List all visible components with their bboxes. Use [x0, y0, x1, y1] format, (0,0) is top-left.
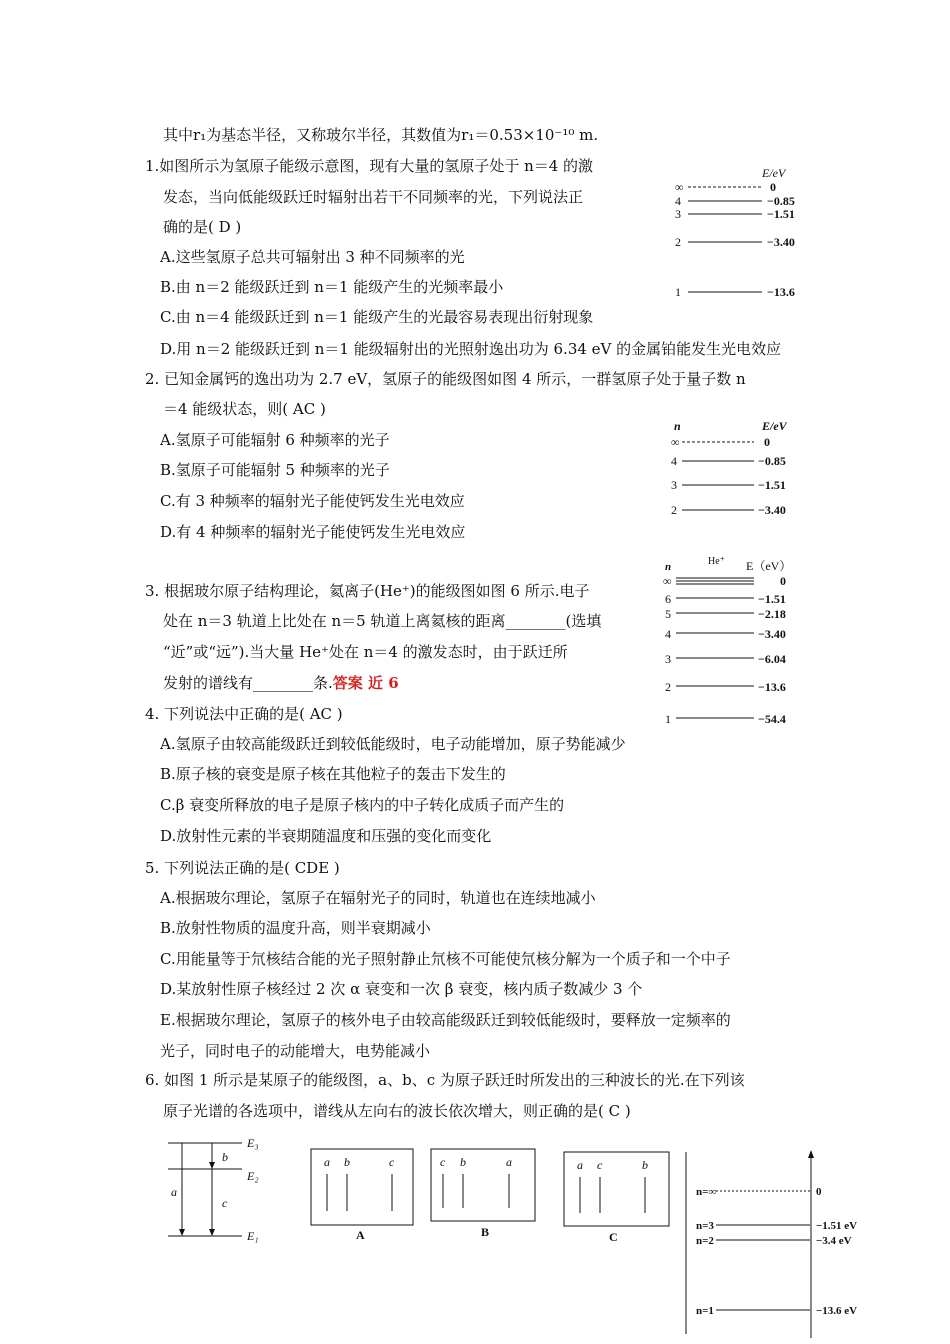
q1-stem-line2: 发态，当向低能级跃迁时辐射出若干不同频率的光，下列说法正	[163, 188, 584, 206]
q1-option-c: C.由 n＝4 能级跃迁到 n＝1 能级产生的光最容易表现出衍射现象	[160, 308, 594, 326]
spectrum-b-label-3: a	[506, 1155, 512, 1169]
q5-stem: 5. 下列说法正确的是( CDE )	[145, 859, 340, 877]
q3-e-5: −2.18	[758, 607, 786, 621]
q4-option-d: D.放射性元素的半衰期随温度和压强的变化而变化	[160, 827, 492, 845]
q2-n-label: n	[674, 419, 681, 433]
q3-n-5: 5	[665, 607, 671, 621]
fig1-arrowhead-b	[209, 1162, 215, 1169]
q2-e-3: −1.51	[758, 478, 786, 492]
spectrum-a-label-2: b	[344, 1155, 350, 1169]
q3-e-6: −1.51	[758, 592, 786, 606]
q6-stem-line1: 6. 如图 1 所示是某原子的能级图，a、b、c 为原子跃迁时所发出的三种波长的光.在下列该	[145, 1071, 745, 1089]
q3-e-2: −13.6	[758, 680, 786, 694]
q6-figure1-levels	[160, 1135, 270, 1245]
q1-energy-diagram	[670, 165, 820, 305]
q2-energy-diagram	[668, 418, 818, 523]
hyd-e-3: −1.51 eV	[816, 1220, 858, 1232]
q3-n-inf: ∞	[663, 574, 672, 588]
hyd-n-2: n=2	[696, 1235, 714, 1247]
hyd-axis-arrowhead	[808, 1150, 814, 1158]
q3-stem-line1: 3. 根据玻尔原子结构理论，氦离子(He⁺)的能级图如图 6 所示.电子	[145, 582, 590, 600]
q2-e-inf: 0	[764, 435, 770, 449]
q5-option-e-line1: E.根据玻尔理论，氢原子的核外电子由较高能级跃迁到较低能级时，要释放一定频率的	[160, 1011, 731, 1029]
q3-diagram-header: E（eV）	[746, 559, 792, 573]
q6-spectrum-option-a	[310, 1148, 415, 1243]
q2-option-c: C.有 3 种频率的辐射光子能使钙发生光电效应	[160, 492, 465, 510]
hyd-n-1: n=1	[696, 1305, 714, 1317]
q1-option-a: A.这些氢原子总共可辐射出 3 种不同频率的光	[160, 248, 465, 266]
q1-e-4: −0.85	[767, 194, 795, 208]
q1-e-3: −1.51	[767, 207, 795, 221]
q3-ion-label: He⁺	[708, 556, 725, 567]
spectrum-a-label-1: a	[324, 1155, 330, 1169]
hyd-n-inf: n=∞	[696, 1186, 717, 1198]
q1-n-2: 2	[675, 235, 681, 249]
q4-option-a: A.氢原子由较高能级跃迁到较低能级时，电子动能增加，原子势能减少	[160, 735, 626, 753]
q3-energy-diagram	[660, 552, 810, 732]
q3-e-inf: 0	[780, 574, 786, 588]
spectrum-c-label-3: b	[642, 1158, 648, 1172]
q5-option-e-line2: 光子，同时电子的动能增大，电势能减小	[160, 1042, 431, 1060]
q3-stem-line4	[163, 672, 399, 694]
q3-n-2: 2	[665, 680, 671, 694]
q5-option-c: C.用能量等于氘核结合能的光子照射静止氘核不可能使氘核分解为一个质子和一个中子	[160, 950, 731, 968]
q1-e-inf: 0	[770, 180, 776, 194]
q5-option-b: B.放射性物质的温度升高，则半衰期减小	[160, 919, 431, 937]
q2-e-2: −3.40	[758, 503, 786, 517]
q2-option-a: A.氢原子可能辐射 6 种频率的光子	[160, 431, 390, 449]
q3-n-4: 4	[665, 627, 671, 641]
spectrum-c-label-1: a	[577, 1158, 583, 1172]
q2-stem-line2: ＝4 能级状态，则( AC )	[163, 400, 326, 418]
intro-line: 其中r₁为基态半径，又称玻尔半径，其数值为r₁＝0.53×10⁻¹⁰ m.	[163, 126, 599, 144]
q3-e-3: −6.04	[758, 652, 786, 666]
fig1-e2-label: E₂	[247, 1169, 259, 1183]
q3-e-1: −54.4	[758, 712, 786, 726]
q3-e-4: −3.40	[758, 627, 786, 641]
fig1-label-b: b	[222, 1150, 228, 1164]
q6-hydrogen-level-diagram	[680, 1148, 870, 1340]
q1-n-inf: ∞	[675, 180, 684, 194]
q4-stem: 4. 下列说法中正确的是( AC )	[145, 705, 343, 723]
q5-option-a: A.根据玻尔理论，氢原子在辐射光子的同时，轨道也在连续地减小	[160, 889, 596, 907]
q1-stem-line3: 确的是( D )	[163, 218, 242, 236]
q3-answer: 答案 近 6	[332, 674, 399, 692]
q1-n-4: 4	[675, 194, 681, 208]
q6-stem-line2: 原子光谱的各选项中，谱线从左向右的波长依次增大，则正确的是( C )	[163, 1102, 631, 1120]
q1-e-2: −3.40	[767, 235, 795, 249]
q3-stem-line3: “近”或“远”).当大量 He⁺处在 n＝4 的激发态时，由于跃迁所	[163, 643, 568, 661]
q1-e-1: −13.6	[767, 285, 795, 299]
q4-option-b: B.原子核的衰变是原子核在其他粒子的轰击下发生的	[160, 765, 506, 783]
q1-n-1: 1	[675, 285, 681, 299]
q1-diagram-header: E/eV	[762, 166, 786, 180]
q2-n-inf: ∞	[671, 435, 680, 449]
q1-option-d: D.用 n＝2 能级跃迁到 n＝1 能级辐射出的光照射逸出功为 6.34 eV 的金属铂能发生光电效应	[160, 340, 782, 358]
fig1-e3-label: E₃	[247, 1136, 259, 1150]
spectrum-b-frame	[431, 1149, 535, 1221]
q2-n-3: 3	[671, 478, 677, 492]
fig1-arrowhead-c	[209, 1229, 215, 1236]
q6-spectrum-option-b	[430, 1148, 540, 1243]
q1-stem-line1: 1.如图所示为氢原子能级示意图，现有大量的氢原子处于 n＝4 的激	[145, 157, 594, 175]
hyd-n-3: n=3	[696, 1220, 714, 1232]
spectrum-b-label-2: b	[460, 1155, 466, 1169]
q2-option-d: D.有 4 种频率的辐射光子能使钙发生光电效应	[160, 523, 466, 541]
spectrum-c-letter: C	[609, 1230, 618, 1244]
spectrum-a-label-3: c	[389, 1155, 395, 1169]
q1-option-b: B.由 n＝2 能级跃迁到 n＝1 能级产生的光频率最小	[160, 278, 504, 296]
fig1-label-c: c	[222, 1196, 228, 1210]
hyd-e-inf: 0	[816, 1186, 822, 1198]
q3-n-3: 3	[665, 652, 671, 666]
q3-n-1: 1	[665, 712, 671, 726]
q3-stem-text: 发射的谱线有________条.	[163, 674, 333, 692]
q2-diagram-header: E/eV	[762, 419, 787, 433]
fig1-arrowhead-a	[179, 1229, 185, 1236]
q2-n-4: 4	[671, 454, 677, 468]
q2-e-4: −0.85	[758, 454, 786, 468]
q2-option-b: B.氢原子可能辐射 5 种频率的光子	[160, 461, 390, 479]
q1-n-3: 3	[675, 207, 681, 221]
q4-option-c: C.β 衰变所释放的电子是原子核内的中子转化成质子而产生的	[160, 796, 565, 814]
spectrum-b-label-1: c	[440, 1155, 446, 1169]
q2-n-2: 2	[671, 503, 677, 517]
q3-n-6: 6	[665, 592, 671, 606]
q3-stem-line2: 处在 n＝3 轨道上比处在 n＝5 轨道上离氦核的距离________(选填	[163, 612, 602, 630]
q5-option-d: D.某放射性原子核经过 2 次 α 衰变和一次 β 衰变，核内质子数减少 3 个	[160, 980, 643, 998]
fig1-e1-label: E₁	[247, 1229, 259, 1243]
q6-spectrum-option-c	[563, 1151, 673, 1246]
q2-stem-line1: 2. 已知金属钙的逸出功为 2.7 eV，氢原子的能级图如图 4 所示，一群氢原子处于量子数 n	[145, 370, 746, 388]
hyd-e-1: −13.6 eV	[816, 1305, 858, 1317]
hyd-e-2: −3.4 eV	[816, 1235, 852, 1247]
fig1-label-a: a	[171, 1185, 177, 1199]
spectrum-a-letter: A	[356, 1228, 365, 1242]
q3-n-label: n	[665, 561, 672, 573]
spectrum-b-letter: B	[481, 1225, 490, 1239]
spectrum-c-label-2: c	[597, 1158, 603, 1172]
